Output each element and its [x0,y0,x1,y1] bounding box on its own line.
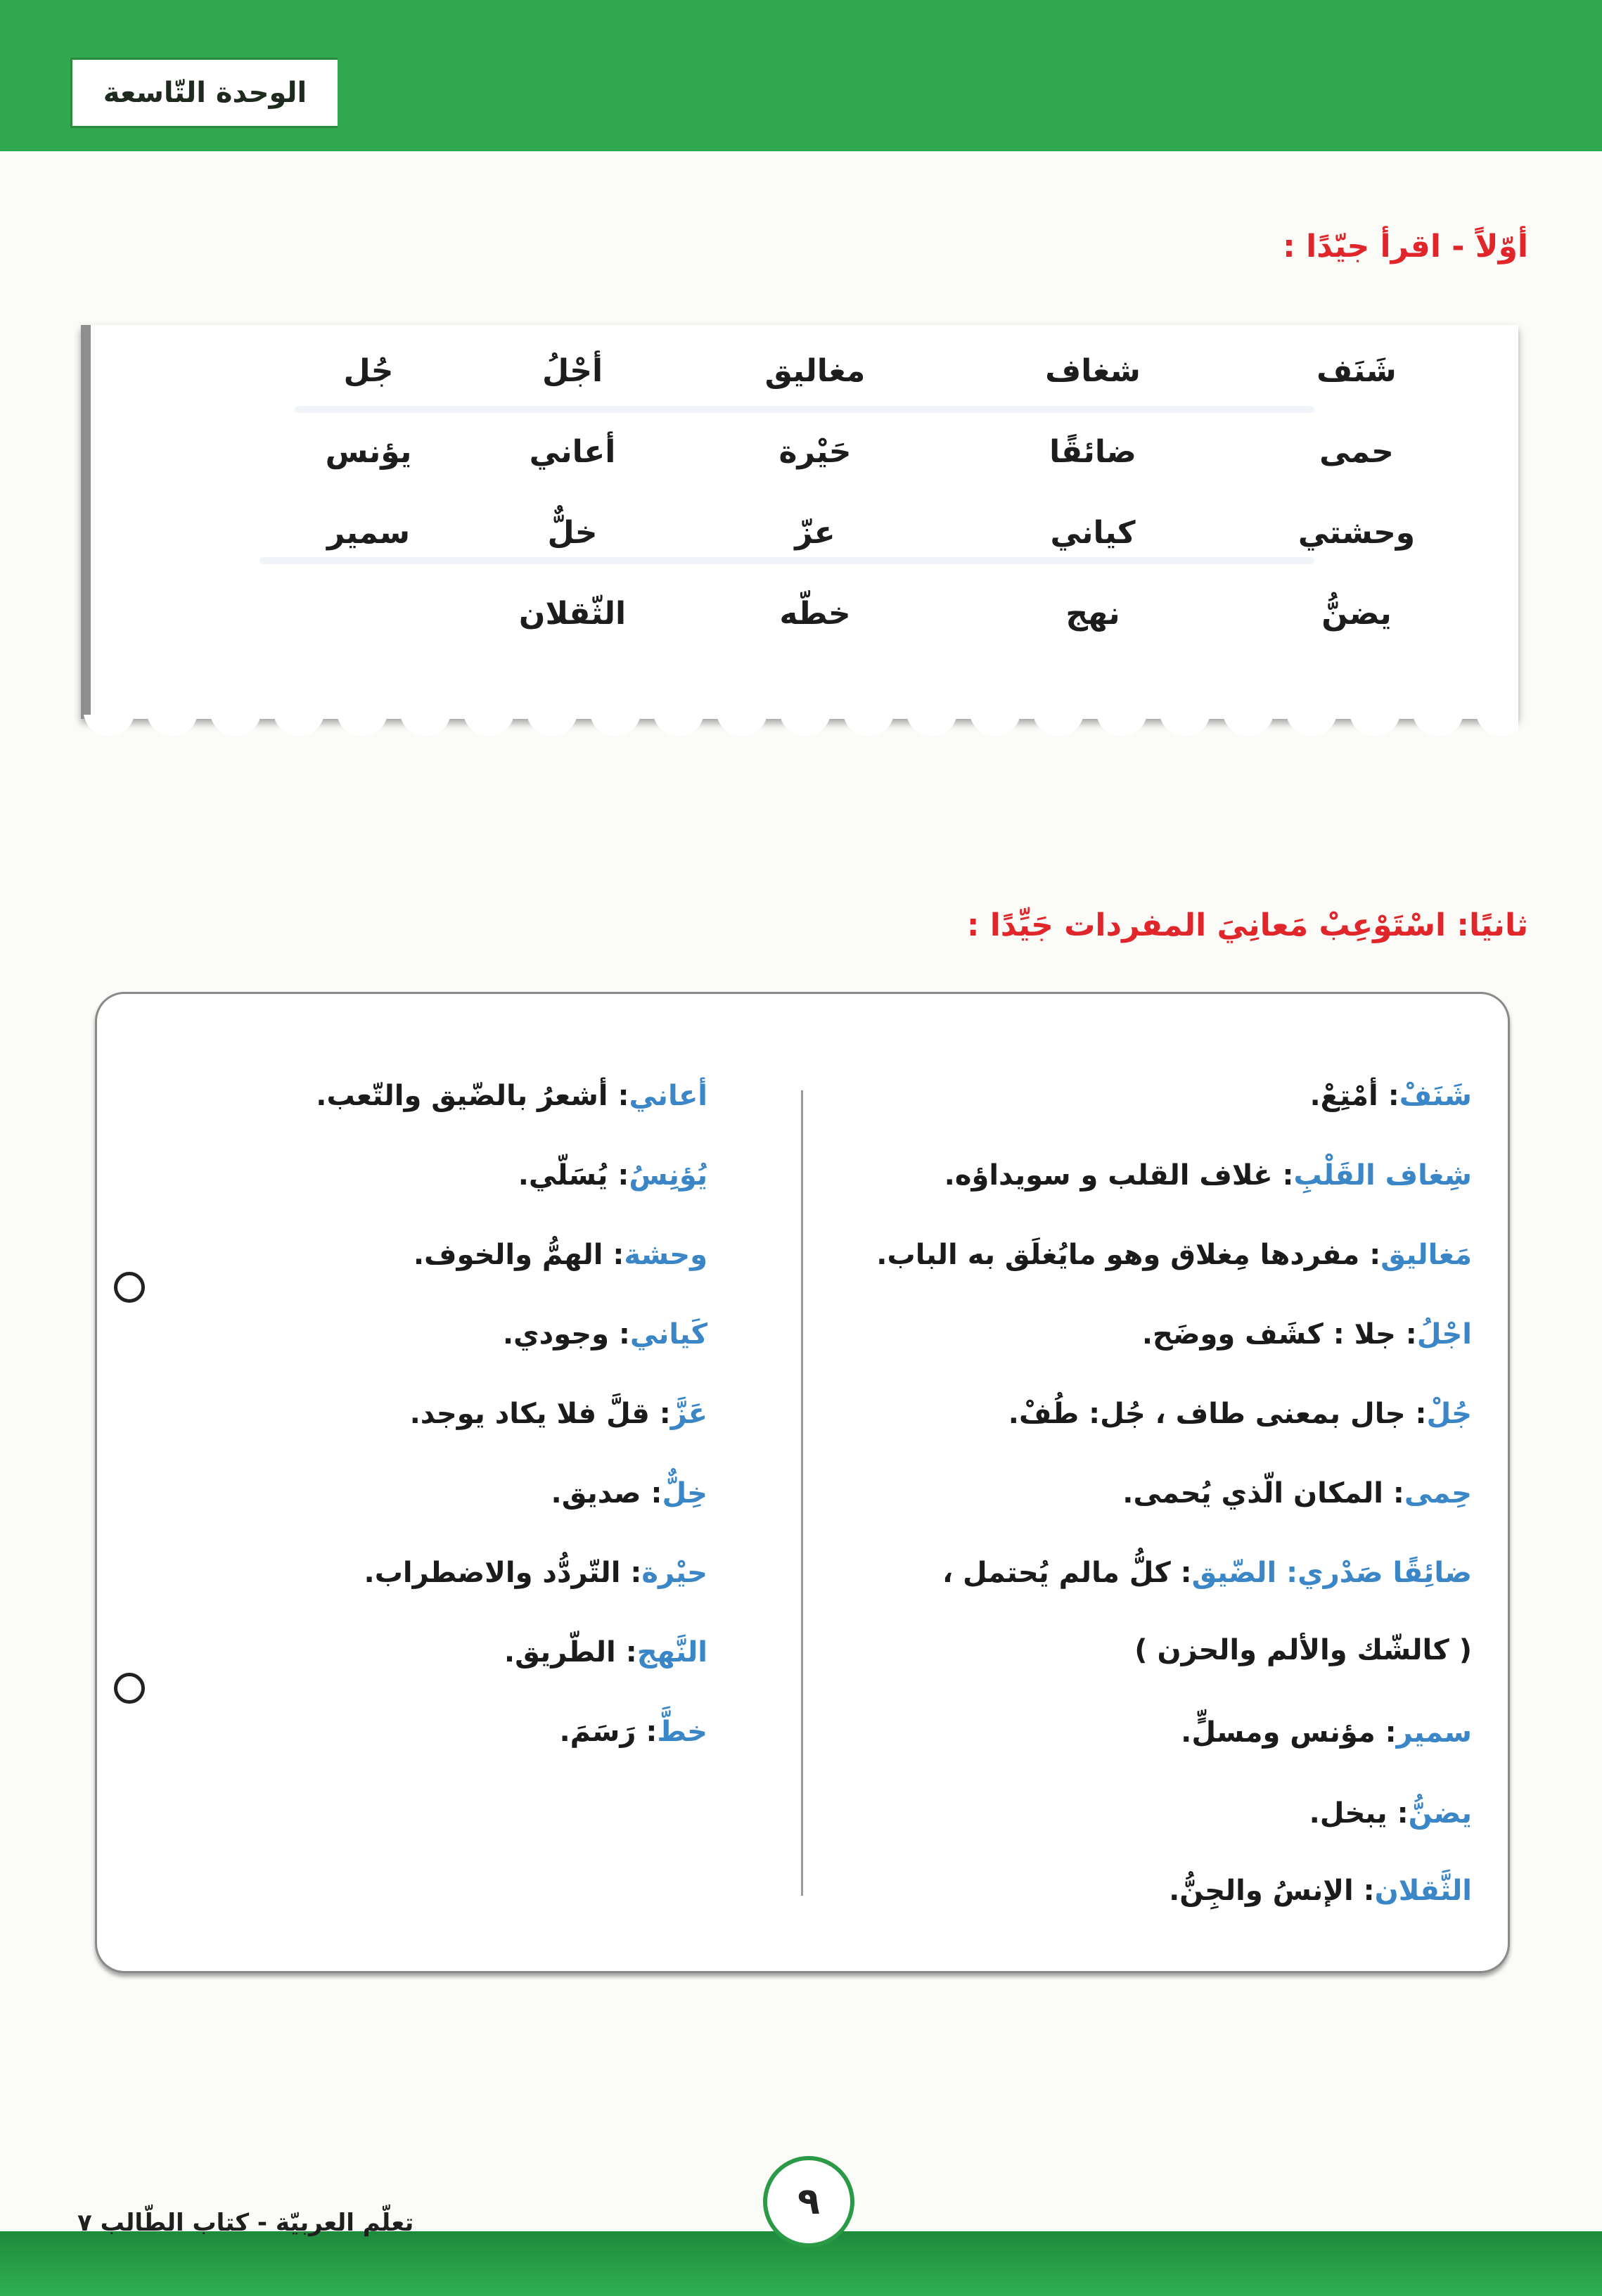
definition-item: الثَّقلان: الإنسُ والجِنُّ. [1169,1875,1472,1907]
definition-item: ضائِقًا صَدْري: الضّيق: كلُّ مالم يُحتمل ، [942,1557,1472,1589]
page-number: ٩ [763,2156,854,2247]
vocab-word: مغاليق [764,353,866,389]
vocab-word: نهج [1065,596,1120,632]
vocab-word: شَنَف [1316,353,1397,389]
definition-item: اجْلُ: جلا : كشَف ووضَح. [1141,1318,1472,1351]
vocab-word: ضائقًا [1049,434,1136,470]
definition-item: جُلْ: جال بمعنى طاف ، جُل: طُفْ. [1008,1398,1472,1430]
column-divider [801,1090,803,1896]
definition-item: حِمى: المكان الّذي يُحمى. [1122,1477,1472,1510]
binder-hole-icon [114,1673,145,1704]
definition-item: خِلٌّ: صديق. [551,1477,707,1510]
definition-item: النَّهج: الطّريق. [504,1636,707,1669]
vocab-word: شغاف [1045,353,1141,389]
vocab-word: أعاني [529,434,616,470]
definition-item: شِغاف القَلْبِ: غلاف القلب و سويداؤه. [944,1159,1472,1192]
book-title: تعلّم العربيّة - كتاب الطّالب ٧ [77,2209,414,2237]
vocab-word: وحشتي [1297,515,1416,551]
word-grid [91,353,1518,691]
definition-item: مَغاليق: مفردها مِغلاق وهو مايُغلَق به الباب. [876,1239,1472,1271]
definition-item: كَياني: وجودي. [502,1318,707,1351]
vocab-word: يضنُّ [1321,596,1392,632]
vocab-word: كياني [1050,515,1136,551]
vocab-word: حَيْرة [778,434,852,470]
definition-item: يضنُّ: يبخل. [1309,1797,1472,1830]
vocab-word: سمير [326,515,411,551]
definition-item: عَزَّ: قلَّ فلا يكاد يوجد. [409,1398,707,1430]
vocab-word: حمى [1319,434,1394,470]
definition-item: أعاني: أشعرُ بالضّيق والتّعب. [316,1080,707,1112]
definition-item: خطَّ: رَسَمَ. [559,1716,707,1748]
definition-item: يُؤنِسُ: يُسَلّي. [518,1159,707,1192]
vocab-word: جُل [343,353,394,389]
binder-hole-icon [114,1272,145,1303]
section2-heading: ثانيًا: اسْتَوْعِبْ مَعانِيَ المفردات جَيِّدًا : [966,907,1528,943]
section1-heading: أوّلاً - اقرأ جيّدًا : [1283,229,1528,264]
vocab-word: خلٌّ [547,515,598,551]
vocab-word: الثّقلان [518,596,627,632]
definition-item: ( كالشّك والألم والحزن ) [1134,1634,1472,1666]
vocab-word: خطّه [779,596,851,632]
definition-item: حيْرة: التّردُّد والاضطراب. [364,1557,707,1589]
vocab-word: عزّ [795,515,835,551]
definition-item: شَنَفْ: أمْتِعْ. [1309,1080,1472,1112]
unit-title: الوحدة التّاسعة [70,58,338,128]
vocab-word: أجْلُ [542,353,603,389]
definition-item: وحشة: الهمُّ والخوف. [413,1239,707,1271]
definition-item: سمير: مؤنس ومسلٍّ. [1181,1716,1472,1749]
vocab-word: يؤنس [325,434,412,470]
word-paper [81,325,1518,719]
